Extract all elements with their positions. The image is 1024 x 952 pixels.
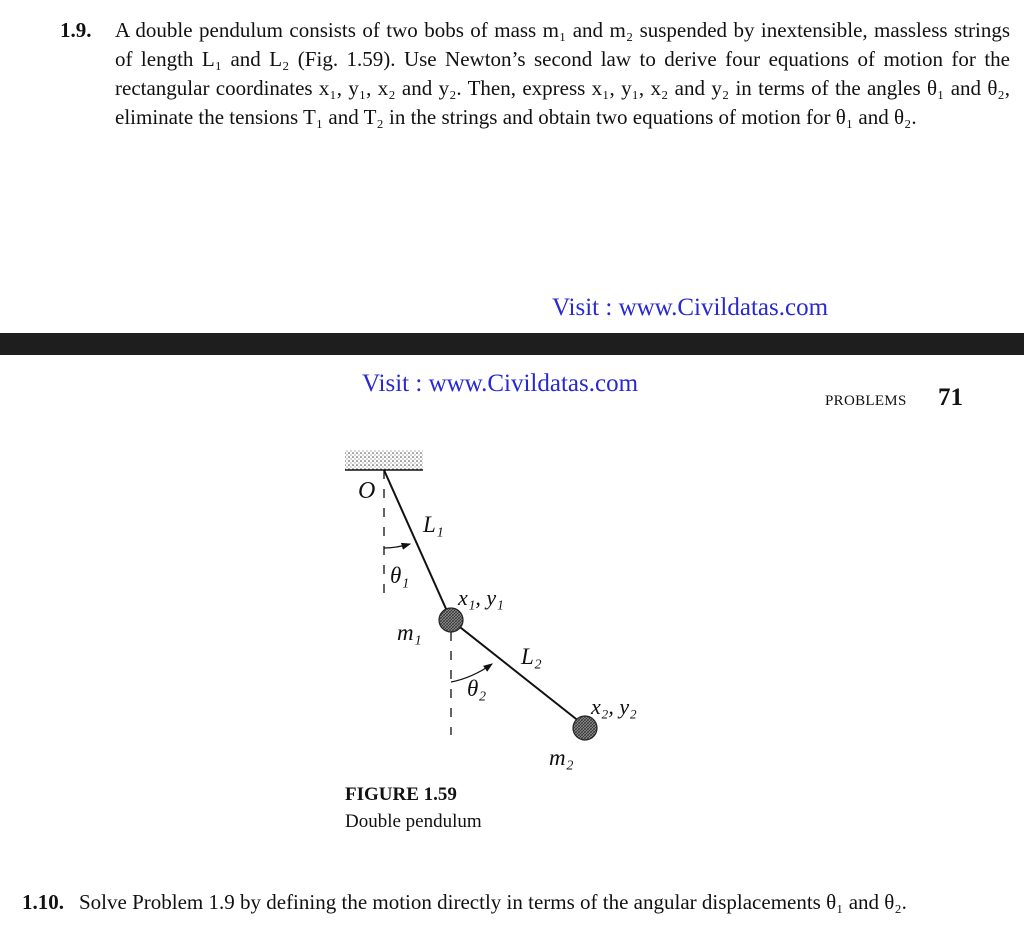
running-head: PROBLEMS	[825, 393, 907, 409]
label-mass-1: m₁	[397, 620, 422, 645]
label-coords-1: x₁, y₁	[458, 585, 504, 610]
watermark-link-middle[interactable]: Visit : www.Civildatas.com	[362, 370, 639, 397]
angle-arrow-1	[384, 544, 410, 548]
bob-m2	[573, 716, 597, 740]
label-angle-1: θ₁	[390, 563, 410, 588]
label-coords-2: x₂, y₂	[591, 694, 637, 719]
label-origin: O	[358, 478, 376, 504]
page-number: 71	[938, 384, 963, 411]
problem-1-10	[22, 888, 1012, 917]
figure-caption: Double pendulum	[345, 811, 482, 832]
figure-label: FIGURE 1.59	[345, 784, 457, 805]
watermark-link-top[interactable]: Visit : www.Civildatas.com	[552, 294, 829, 321]
problem-number: 1.9.	[60, 18, 92, 42]
problem-text: Solve Problem 1.9 by defining the motion directly in terms of the angular displacements θ₁ and θ₂.	[79, 890, 907, 914]
problem-number: 1.10.	[22, 890, 64, 914]
label-length-1: L₁	[423, 512, 444, 537]
label-mass-2: m₂	[549, 745, 574, 770]
label-length-2: L₂	[521, 644, 542, 669]
label-angle-2: θ₂	[467, 676, 487, 701]
problem-text: A double pendulum consists of two bobs of mass m₁ and m₂ suspended by inextensible, massless strings of length L₁ and L₂ (Fig. 1.59). Use Newton’s second law to derive four equations of motion for the rectangular coordinates x₁, y₁, x₂ and y₂. Then, express x₁, y₁, x₂ and y₂ in terms of the angles θ₁ and θ₂, eliminate the tensions T₁ and T₂ in the strings and obtain two equations of motion for θ₁ and θ₂.	[115, 18, 1010, 129]
string-l1	[384, 470, 451, 620]
bob-m1	[439, 608, 463, 632]
ceiling-support	[345, 450, 423, 470]
string-l2	[451, 620, 585, 726]
